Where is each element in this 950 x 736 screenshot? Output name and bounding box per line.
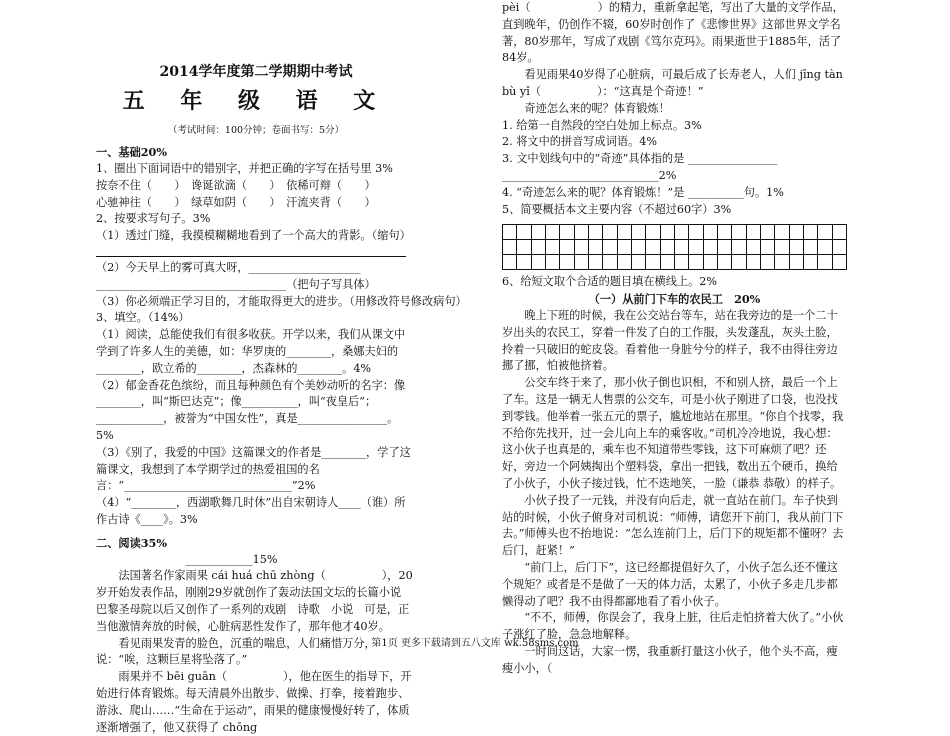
grid-cell[interactable]: [760, 240, 774, 255]
grid-cell[interactable]: [660, 255, 674, 270]
grid-cell[interactable]: [703, 225, 717, 240]
grid-cell[interactable]: [617, 255, 631, 270]
grid-cell[interactable]: [674, 240, 688, 255]
grid-cell[interactable]: [660, 240, 674, 255]
grid-cell[interactable]: [531, 225, 545, 240]
grid-cell[interactable]: [689, 240, 703, 255]
r-q2: 2. 将文中的拼音写成词语。4%: [502, 135, 658, 149]
grid-cell[interactable]: [545, 255, 559, 270]
grid-cell[interactable]: [603, 225, 617, 240]
grid-cell[interactable]: [760, 255, 774, 270]
grid-row: [503, 255, 847, 270]
grid-cell[interactable]: [503, 240, 517, 255]
grid-cell[interactable]: [717, 240, 731, 255]
grid-cell[interactable]: [531, 255, 545, 270]
grid-cell[interactable]: [631, 240, 645, 255]
q3-3: （3）《别了，我爱的中国》这篇课文的作者是________，学了这篇课文，我想到了本学期学过的热爱祖国的名言：“______________________________”2%: [96, 445, 411, 493]
grid-cell[interactable]: [732, 225, 746, 240]
grid-cell[interactable]: [717, 225, 731, 240]
p2-3: 小伙子投了一元钱，并没有向后走，就一直站在前门。车子快到站的时候，小伙子俯身对司机说：“师傅，请您开下前门，我从前门下去。”师傅头也不抬地说：“怎么连前门上，后门下的规矩都不懂呀？去后门，赶紧！”: [502, 493, 844, 558]
grid-cell[interactable]: [646, 225, 660, 240]
grid-cell[interactable]: [803, 225, 817, 240]
right-column: [502, 0, 847, 677]
grid-cell[interactable]: [588, 240, 602, 255]
grid-cell[interactable]: [517, 225, 531, 240]
grid-cell[interactable]: [775, 240, 789, 255]
left-column: [96, 0, 467, 736]
grid-cell[interactable]: [789, 240, 803, 255]
grid-cell[interactable]: [574, 255, 588, 270]
exam-info: （考试时间：100分钟；卷面书写：5分）: [167, 125, 345, 136]
page-footer: 第1页 更多下载请到五八文库 wk.58sms.com: [371, 638, 579, 649]
r-q6: 6、给短文取个合适的题目填在横线上。2%: [502, 275, 718, 289]
grid-cell[interactable]: [689, 255, 703, 270]
grid-cell[interactable]: [818, 255, 832, 270]
grid-cell[interactable]: [588, 225, 602, 240]
grid-cell[interactable]: [517, 240, 531, 255]
r-p5: 奇迹怎么来的呢？体育锻炼！: [502, 101, 670, 115]
grid-row: [503, 225, 847, 240]
grid-cell[interactable]: [560, 255, 574, 270]
exam-subtitle: 五 年 级 语 文: [122, 88, 390, 114]
r-q4: 4. “奇迹怎么来的呢？体育锻炼！”是 __________句。1%: [502, 185, 784, 199]
grid-cell[interactable]: [775, 255, 789, 270]
grid-cell[interactable]: [531, 240, 545, 255]
grid-cell[interactable]: [588, 255, 602, 270]
q2-3: （3）你必须端正学习目的，才能取得更大的进步。（用修改符号修改病句）: [96, 294, 467, 308]
q1: 1、圈出下面词语中的错别字，并把正确的字写在括号里 3%: [96, 162, 393, 176]
q3: 3、填空。（14%）: [96, 311, 190, 325]
grid-cell[interactable]: [803, 240, 817, 255]
grid-cell[interactable]: [617, 240, 631, 255]
grid-row: [503, 240, 847, 255]
grid-cell[interactable]: [560, 240, 574, 255]
grid-cell[interactable]: [574, 240, 588, 255]
grid-cell[interactable]: [545, 240, 559, 255]
grid-cell[interactable]: [746, 255, 760, 270]
q3-1: （1）阅读，总能使我们有很多收获。开学以来，我们从课文中学到了许多人生的美德，如：华罗庚的________，桑娜夫妇的________，欧立希的________，杰森林的________。4%: [96, 328, 406, 375]
q2: 2、按要求写句子。3%: [96, 212, 211, 226]
right-content-after: [502, 274, 847, 677]
grid-cell[interactable]: [674, 225, 688, 240]
section-basics: 一、基础20%: [96, 145, 167, 160]
p2-2: 公交车终于来了，那小伙子倒也识相，不和别人挤，最后一个上了车。这是一辆无人售票的公交车，可是小伙子刚进了口袋，也没找到零钱。他举着一张五元的票子，尴尬地站在那里。“你自个找零，我不给你先找开，过一会儿向上车的乘客收。”司机冷冷地说，我心想：这小伙子也真是的，乘车也不知道带些零钱，这下可麻烦了吧？还好，旁边一个阿姨掏出个塑料袋，拿出一把钱，数出五个硬币，换给了小伙子，小伙子接过钱，忙不迭地笑，一脸（谦恭 恭敬）的样子。: [502, 376, 844, 490]
grid-cell[interactable]: [775, 225, 789, 240]
p2-6: 一时间这话，大家一愣，我重新打量这小伙子，他个头不高，瘦瘦小小，（: [502, 644, 838, 675]
grid-cell[interactable]: [646, 255, 660, 270]
grid-cell[interactable]: [717, 255, 731, 270]
r-p3: 雨果并不 bēi guān（ ），他在医生的指导下，开始进行体育锻炼。每天清晨外出散步、做操、打拳，接着跑步、游泳、爬山……“生命在于运动”，雨果的健康慢慢好转了，体质逐渐增强了，他又获得了 chōng: [96, 670, 412, 734]
grid-cell[interactable]: [560, 225, 574, 240]
grid-cell[interactable]: [631, 225, 645, 240]
grid-cell[interactable]: [732, 255, 746, 270]
grid-cell[interactable]: [617, 225, 631, 240]
answer-grid[interactable]: [502, 224, 847, 270]
grid-cell[interactable]: [746, 225, 760, 240]
exam-title: 2014学年度第二学期期中考试: [159, 64, 353, 80]
grid-cell[interactable]: [818, 225, 832, 240]
grid-cell[interactable]: [760, 225, 774, 240]
grid-cell[interactable]: [674, 255, 688, 270]
grid-cell[interactable]: [832, 240, 846, 255]
r-p1: 法国著名作家雨果 cái huá chū zhòng（ ），20岁开始发表作品，刚刚29岁就创作了轰动法国文坛的长篇小说 巴黎圣母院以后又创作了一系列的戏剧 诗歌 小说 可是，正当他激情奔放的时候，心脏病恶性发作了，那年他才40岁。: [96, 569, 416, 633]
p2-4: “前门上，后门下”，这已经都提倡好久了，小伙子怎么还不懂这个规矩？或者是不是做了一天的体力活，太累了，小伙子多走几步都懒得动了吧？我不由得都鄙地看了看小伙子。: [502, 560, 838, 608]
grid-cell[interactable]: [746, 240, 760, 255]
q3-2: （2）郁金香花色缤纷，而且每种颜色有个美妙动听的名字：像________，叫“斯巴达克”；像__________，叫“夜皇后”；____________，被誉为“中国女性”，真是________________。5%: [96, 378, 406, 442]
q2-1: （1）透过门缝，我摸模糊糊地看到了一个高大的背影。（缩句）: [96, 229, 411, 243]
grid-cell[interactable]: [517, 255, 531, 270]
grid-cell[interactable]: [646, 240, 660, 255]
grid-cell[interactable]: [545, 225, 559, 240]
grid-cell[interactable]: [503, 225, 517, 240]
grid-cell[interactable]: [631, 255, 645, 270]
grid-cell[interactable]: [574, 225, 588, 240]
grid-cell[interactable]: [789, 255, 803, 270]
r-p4: 看见雨果40岁得了心脏病，可最后成了长寿老人，人们 jīng tàn bù yǐ（ ）：“这真是个奇迹！”: [502, 68, 843, 98]
grid-cell[interactable]: [732, 240, 746, 255]
grid-cell[interactable]: [503, 255, 517, 270]
grid-cell[interactable]: [603, 240, 617, 255]
grid-cell[interactable]: [603, 255, 617, 270]
grid-cell[interactable]: [703, 240, 717, 255]
grid-cell[interactable]: [803, 255, 817, 270]
grid-cell[interactable]: [832, 225, 846, 240]
r-title: ____________15%: [96, 552, 278, 566]
right-content: [502, 0, 847, 218]
grid-cell[interactable]: [703, 255, 717, 270]
p2-5: “不不，师傅，你误会了，我身上脏，往后走怕挤着大伙了。”小伙子涨红了脸，急急地解释。: [502, 611, 844, 642]
q2-1-rule: [96, 245, 406, 257]
r-p2: 看见雨果发青的脸色，沉重的喘息，人们痛惜万分，说：“唉，这颗巨星将坠落了。”: [96, 636, 376, 667]
r-q3-b: ____________________________2%: [502, 168, 677, 182]
r-q3: 3. 文中划线句中的“奇迹”具体指的是 ________________: [502, 152, 778, 166]
q2-2-b: __________________________________（把句子写具体）: [96, 277, 376, 291]
grid-cell[interactable]: [789, 225, 803, 240]
r-q5: 5、简要概括本文主要内容（不超过60字）3%: [502, 202, 732, 216]
grid-cell[interactable]: [832, 255, 846, 270]
grid-cell[interactable]: [660, 225, 674, 240]
p2-1: 晚上下班的时候，我在公交站台等车，站在我旁边的是一个二十岁出头的农民工，穿着一件发了白的工作服，头发蓬乱，灰头土脸，拎着一只破旧的蛇皮袋。看着他一身脏兮兮的样子，我不由得往旁边挪了挪，怕被他挤着。: [502, 308, 838, 373]
section-reading: 二、阅读35%: [96, 535, 167, 550]
q1-row1: 按奈不住（ ） 谗诞欲滴（ ） 依稀可辩（ ）: [96, 178, 376, 192]
grid-cell[interactable]: [689, 225, 703, 240]
grid-cell[interactable]: [818, 240, 832, 255]
r-p3-cont: pèi（ ）的精力，重新拿起笔，写出了大量的文学作品，直到晚年，仍创作不辍，60岁时创作了《悲惨世界》这部世界文学名著，80岁那年，写成了戏剧《笃尔克玛》。雨果逝世于1885年，活了84岁。: [502, 1, 844, 65]
passage2-title: （一）从前门下车的农民工 20%: [588, 292, 761, 307]
q3-4: （4）“________，西湖歌舞几时休”出自宋朝诗人____（谁）所作古诗《____》。3%: [96, 496, 406, 526]
q2-2: （2）今天早上的雾可真大呀，____________________: [96, 261, 361, 275]
r-q1: 1. 给第一自然段的空白处加上标点。3%: [502, 118, 702, 132]
q1-row2: 心驰神往（ ） 绿草如阴（ ） 汗流夹背（ ）: [96, 195, 376, 209]
